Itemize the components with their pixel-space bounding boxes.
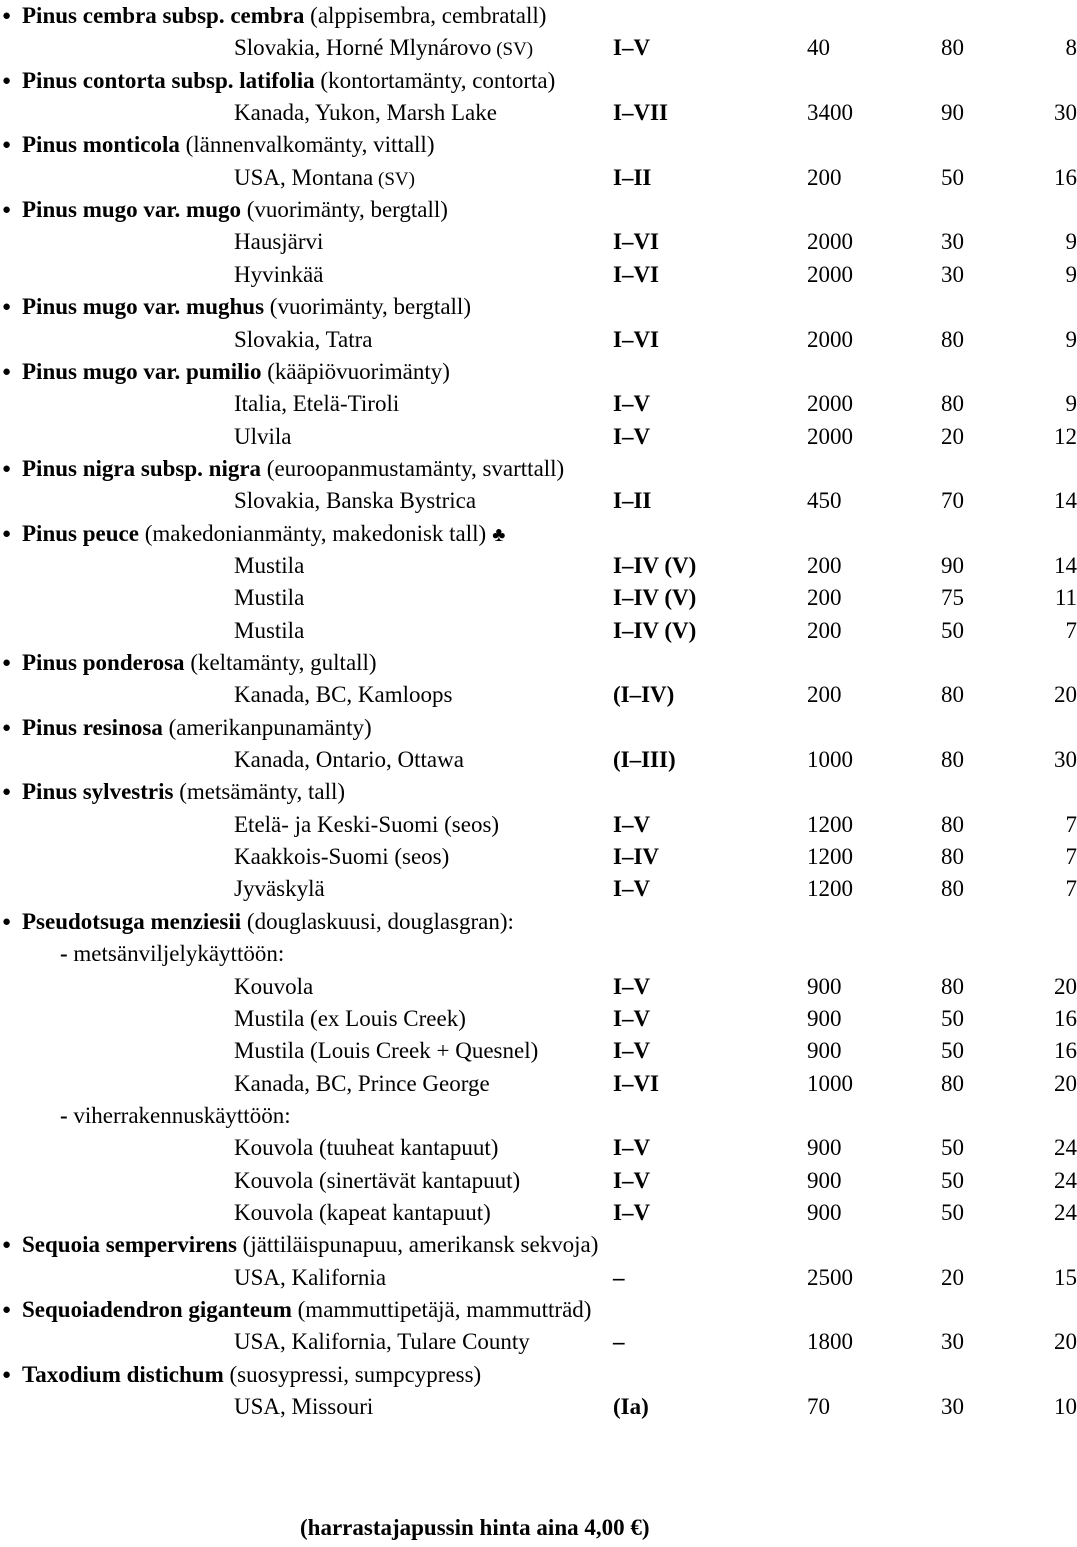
common-names: (kontortamänty, contorta) xyxy=(314,67,556,93)
genus-name: Pinus xyxy=(22,294,77,320)
origin-row xyxy=(117,971,1077,1003)
origin-row xyxy=(117,873,1077,905)
species-row xyxy=(0,518,960,550)
percent-value: 30 xyxy=(941,229,964,255)
species-row xyxy=(0,712,960,744)
origin-name xyxy=(234,841,449,873)
altitude-value: 1800 xyxy=(807,1329,853,1355)
origin-name xyxy=(234,485,476,517)
price-value: 24 xyxy=(1054,1199,1077,1225)
common-names: (vuorimänty, bergtall) xyxy=(264,294,471,320)
bullet-icon: ● xyxy=(2,1366,12,1383)
altitude-value: 200 xyxy=(807,617,842,643)
origin-name xyxy=(234,1262,386,1294)
group-text: metsänviljelykäyttöön: xyxy=(67,941,285,967)
origin-row xyxy=(117,226,1077,258)
genus-name: Pinus xyxy=(22,650,77,675)
species-epithet: monticola xyxy=(76,132,180,158)
origin-row xyxy=(117,615,1077,647)
origin-name xyxy=(234,421,292,453)
species-name xyxy=(22,356,450,388)
hardiness-zone: I–V xyxy=(613,1167,651,1193)
percent-value: 80 xyxy=(941,35,964,61)
origin-row xyxy=(117,97,1077,129)
price-value: 8 xyxy=(1065,35,1077,61)
species-epithet: menziesii xyxy=(144,908,242,934)
species-epithet: mugo var. pumilio xyxy=(76,358,262,384)
hardiness-zone: (I–IV) xyxy=(613,682,675,708)
price-value: 7 xyxy=(1065,617,1077,643)
percent-value: 80 xyxy=(941,747,964,773)
origin-text: Mustila xyxy=(234,552,305,578)
percent-value: 30 xyxy=(941,1394,964,1420)
origin-name xyxy=(234,873,325,905)
origin-row xyxy=(117,582,1077,614)
percent-value: 50 xyxy=(941,1038,964,1064)
origin-row xyxy=(117,1035,1077,1067)
altitude-value: 2500 xyxy=(807,1264,853,1290)
price-value: 7 xyxy=(1065,811,1077,837)
species-row xyxy=(0,1229,960,1261)
altitude-value: 1200 xyxy=(807,811,853,837)
species-epithet: peuce xyxy=(76,520,139,546)
genus-name: Sequoiadendron xyxy=(22,1297,183,1322)
altitude-value: 900 xyxy=(807,1135,842,1161)
species-row xyxy=(0,291,960,323)
hardiness-zone: I–IV (V) xyxy=(613,552,697,578)
origin-text: Kanada, BC, Prince George xyxy=(234,1070,490,1096)
common-names: (jättiläispunapuu, amerikansk sekvoja) xyxy=(236,1232,599,1258)
species-row xyxy=(0,453,960,485)
origin-name xyxy=(234,162,415,196)
origin-name xyxy=(234,809,499,841)
origin-text: Hyvinkää xyxy=(234,261,324,287)
percent-value: 80 xyxy=(941,326,964,352)
bullet-icon: ● xyxy=(2,913,12,930)
genus-name: Pseudotsuga xyxy=(22,908,145,934)
bullet-icon: ● xyxy=(2,1237,12,1254)
origin-name xyxy=(234,1132,498,1164)
origin-text: Slovakia, Tatra xyxy=(234,326,373,352)
origin-row xyxy=(117,841,1077,873)
species-row xyxy=(0,65,960,97)
species-row xyxy=(0,1294,960,1326)
origin-name xyxy=(234,324,372,356)
price-value: 24 xyxy=(1054,1167,1077,1193)
origin-name xyxy=(234,32,533,66)
percent-value: 30 xyxy=(941,1329,964,1355)
origin-name xyxy=(234,744,464,776)
species-name xyxy=(22,906,514,938)
altitude-value: 2000 xyxy=(807,423,853,449)
altitude-value: 200 xyxy=(807,164,842,190)
altitude-value: 1200 xyxy=(807,876,853,902)
percent-value: 50 xyxy=(941,1167,964,1193)
hardiness-zone: – xyxy=(613,1329,625,1355)
bullet-icon: ● xyxy=(2,137,12,154)
bullet-icon: ● xyxy=(2,719,12,736)
percent-value: 30 xyxy=(941,261,964,287)
origin-text: Kouvola (tuuheat kantapuut) xyxy=(234,1135,499,1161)
hardiness-zone: I–IV xyxy=(613,844,660,870)
altitude-value: 3400 xyxy=(807,100,853,126)
origin-text: Slovakia, Horné Mlynárovo xyxy=(234,35,492,61)
price-value: 9 xyxy=(1065,326,1077,352)
price-value: 7 xyxy=(1065,876,1077,902)
origin-row xyxy=(117,1197,1077,1229)
price-value: 20 xyxy=(1054,973,1077,999)
price-value: 7 xyxy=(1065,844,1077,870)
altitude-value: 1000 xyxy=(807,1070,853,1096)
percent-value: 20 xyxy=(941,1264,964,1290)
species-name xyxy=(22,129,434,161)
bullet-icon: ● xyxy=(2,363,12,380)
species-row xyxy=(0,194,960,226)
hardiness-zone: (I–III) xyxy=(613,747,676,773)
genus-name: Pinus xyxy=(22,197,77,223)
species-row xyxy=(0,356,960,388)
genus-name: Pinus xyxy=(22,3,77,28)
species-name xyxy=(22,1359,481,1391)
origin-text: Kanada, Yukon, Marsh Lake xyxy=(234,100,497,126)
species-row xyxy=(0,1359,960,1391)
origin-row xyxy=(117,744,1077,776)
origin-text: Mustila xyxy=(234,617,305,643)
percent-value: 80 xyxy=(941,391,964,417)
origin-text: Kanada, Ontario, Ottawa xyxy=(234,747,464,773)
price-value: 20 xyxy=(1054,1070,1077,1096)
origin-name xyxy=(234,550,304,582)
common-names: (kääpiövuorimänty) xyxy=(261,358,450,384)
price-value: 11 xyxy=(1054,585,1077,611)
origin-text: Kouvola xyxy=(234,973,314,999)
genus-name: Pinus xyxy=(22,132,77,158)
price-value: 14 xyxy=(1054,552,1077,578)
hardiness-zone: I–V xyxy=(613,1038,651,1064)
origin-name xyxy=(234,1035,538,1067)
common-names: (metsämänty, tall) xyxy=(173,779,346,805)
origin-name xyxy=(234,615,304,647)
origin-row xyxy=(117,1326,1077,1358)
species-name xyxy=(22,194,448,226)
altitude-value: 900 xyxy=(807,973,842,999)
origin-name xyxy=(234,388,399,420)
altitude-value: 450 xyxy=(807,488,842,514)
price-value: 30 xyxy=(1054,100,1077,126)
origin-name xyxy=(234,97,497,129)
origin-name xyxy=(234,226,323,258)
hardiness-zone: I–V xyxy=(613,1135,651,1161)
origin-name xyxy=(234,971,313,1003)
origin-note: (SV) xyxy=(491,39,534,61)
species-name xyxy=(22,712,372,744)
origin-row xyxy=(117,421,1077,453)
genus-name: Pinus xyxy=(22,455,77,481)
common-names: (amerikanpunamänty) xyxy=(162,714,372,740)
bullet-icon: ● xyxy=(2,525,12,542)
altitude-value: 2000 xyxy=(807,261,853,287)
origin-text: Jyväskylä xyxy=(234,876,325,902)
origin-text: Kaakkois-Suomi (seos) xyxy=(234,844,450,870)
origin-text: Kanada, BC, Kamloops xyxy=(234,682,453,708)
hardiness-zone: I–V xyxy=(613,876,651,902)
common-names: (lännenvalkomänty, vittall) xyxy=(179,132,435,158)
altitude-value: 1200 xyxy=(807,844,853,870)
origin-text: USA, Kalifornia xyxy=(234,1264,387,1290)
percent-value: 50 xyxy=(941,164,964,190)
percent-value: 80 xyxy=(941,682,964,708)
percent-value: 20 xyxy=(941,423,964,449)
hardiness-zone: I–V xyxy=(613,391,651,417)
origin-text: Slovakia, Banska Bystrica xyxy=(234,488,477,514)
use-group-heading xyxy=(0,938,960,970)
species-epithet: nigra subsp. nigra xyxy=(76,455,262,481)
price-value: 9 xyxy=(1065,391,1077,417)
origin-row xyxy=(117,32,1077,64)
origin-name xyxy=(234,1068,490,1100)
species-name xyxy=(22,518,505,551)
species-name xyxy=(22,453,564,485)
altitude-value: 900 xyxy=(807,1005,842,1031)
altitude-value: 1000 xyxy=(807,747,853,773)
origin-row xyxy=(117,1165,1077,1197)
percent-value: 90 xyxy=(941,100,964,126)
species-row xyxy=(0,776,960,808)
origin-row xyxy=(117,809,1077,841)
altitude-value: 40 xyxy=(807,35,830,61)
percent-value: 80 xyxy=(941,876,964,902)
hardiness-zone: I–II xyxy=(613,488,652,514)
bullet-icon: ● xyxy=(2,655,12,671)
hobby-packet-price-note: (harrastajapussin hinta aina 4,00 €) xyxy=(300,1515,650,1540)
genus-name: Pinus xyxy=(22,779,77,805)
genus-name: Pinus xyxy=(22,358,77,384)
altitude-value: 900 xyxy=(807,1167,842,1193)
altitude-value: 900 xyxy=(807,1038,842,1064)
species-name xyxy=(22,1294,591,1326)
group-text: viherrakennuskäyttöön: xyxy=(67,1102,291,1128)
price-value: 16 xyxy=(1054,1038,1077,1064)
origin-row xyxy=(117,679,1077,711)
origin-name xyxy=(234,1391,373,1423)
origin-text: USA, Missouri xyxy=(234,1394,374,1420)
group-dash: - xyxy=(60,941,68,967)
hardiness-zone: I–V xyxy=(613,973,651,999)
origin-row xyxy=(117,324,1077,356)
altitude-value: 200 xyxy=(807,552,842,578)
origin-text: Hausjärvi xyxy=(234,229,324,255)
species-name xyxy=(22,65,555,97)
genus-name: Pinus xyxy=(22,714,77,740)
origin-text: Kouvola (kapeat kantapuut) xyxy=(234,1199,491,1225)
group-dash: - xyxy=(60,1102,68,1128)
price-value: 12 xyxy=(1054,423,1077,449)
price-value: 16 xyxy=(1054,1005,1077,1031)
altitude-value: 200 xyxy=(807,585,842,611)
price-value: 30 xyxy=(1054,747,1077,773)
origin-text: Etelä- ja Keski-Suomi (seos) xyxy=(234,811,500,837)
price-value: 24 xyxy=(1054,1135,1077,1161)
altitude-value: 2000 xyxy=(807,391,853,417)
hardiness-zone: I–IV (V) xyxy=(613,585,697,611)
species-epithet: ponderosa xyxy=(76,650,185,675)
origin-row xyxy=(117,1391,1077,1423)
origin-name xyxy=(234,1197,491,1229)
price-value: 20 xyxy=(1054,682,1077,708)
altitude-value: 2000 xyxy=(807,326,853,352)
origin-name xyxy=(234,1165,520,1197)
species-row xyxy=(0,0,960,32)
genus-name: Pinus xyxy=(22,520,77,546)
species-epithet: mugo var. mugo xyxy=(76,197,241,223)
hardiness-zone: I–V xyxy=(613,423,651,449)
hardiness-zone: – xyxy=(613,1264,625,1290)
price-value: 15 xyxy=(1054,1264,1077,1290)
origin-text: Mustila (ex Louis Creek) xyxy=(234,1005,466,1031)
origin-row xyxy=(117,485,1077,517)
common-names: (mammuttipetäjä, mammutträd) xyxy=(291,1297,592,1322)
bullet-icon: ● xyxy=(2,72,12,89)
species-epithet: distichum xyxy=(120,1361,224,1387)
common-names: (suosypressi, sumpcypress) xyxy=(223,1361,482,1387)
species-epithet: contorta subsp. latifolia xyxy=(76,67,315,93)
origin-text: Mustila xyxy=(234,585,305,611)
common-names: (makedonianmänty, makedonisk tall) xyxy=(138,520,487,546)
price-value: 9 xyxy=(1065,229,1077,255)
origin-row xyxy=(117,162,1077,194)
bullet-icon: ● xyxy=(2,784,12,801)
common-names: (keltamänty, gultall) xyxy=(184,650,377,675)
altitude-value: 200 xyxy=(807,682,842,708)
genus-name: Pinus xyxy=(22,67,77,93)
bullet-icon: ● xyxy=(2,460,12,477)
species-epithet: cembra subsp. cembra xyxy=(76,3,305,28)
bullet-icon: ● xyxy=(2,202,12,219)
hardiness-zone: I–IV (V) xyxy=(613,617,697,643)
hardiness-zone: I–V xyxy=(613,35,651,61)
hardiness-zone: I–VI xyxy=(613,261,660,287)
origin-text: USA, Montana xyxy=(234,164,374,190)
species-name xyxy=(22,0,546,32)
origin-row xyxy=(117,1068,1077,1100)
origin-row xyxy=(117,388,1077,420)
percent-value: 75 xyxy=(941,585,964,611)
species-name xyxy=(22,647,377,679)
origin-text: Ulvila xyxy=(234,423,292,449)
origin-row xyxy=(117,1262,1077,1294)
common-names: (douglaskuusi, douglasgran): xyxy=(241,908,514,934)
origin-row xyxy=(117,550,1077,582)
species-name xyxy=(22,1229,598,1261)
hardiness-zone: I–V xyxy=(613,1199,651,1225)
common-names: (euroopanmustamänty, svarttall) xyxy=(261,455,565,481)
origin-name xyxy=(234,582,304,614)
percent-value: 80 xyxy=(941,1070,964,1096)
origin-name xyxy=(234,1326,530,1358)
percent-value: 50 xyxy=(941,1135,964,1161)
origin-text: Italia, Etelä-Tiroli xyxy=(234,391,400,417)
origin-name xyxy=(234,259,323,291)
percent-value: 50 xyxy=(941,617,964,643)
group-label xyxy=(60,938,284,970)
hardiness-zone: I–VI xyxy=(613,1070,660,1096)
genus-name: Taxodium xyxy=(22,1361,121,1387)
species-epithet: sylvestris xyxy=(76,779,174,805)
species-name xyxy=(22,776,345,808)
species-epithet: sempervirens xyxy=(99,1232,237,1258)
hardiness-zone: I–VII xyxy=(613,100,668,126)
species-row xyxy=(0,906,960,938)
hardiness-zone: I–V xyxy=(613,1005,651,1031)
origin-row xyxy=(117,259,1077,291)
species-row xyxy=(0,647,960,679)
group-label xyxy=(60,1100,291,1132)
hardiness-zone: I–VI xyxy=(613,326,660,352)
price-value: 14 xyxy=(1054,488,1077,514)
percent-value: 80 xyxy=(941,844,964,870)
genus-name: Sequoia xyxy=(22,1232,100,1258)
percent-value: 80 xyxy=(941,811,964,837)
origin-row xyxy=(117,1003,1077,1035)
price-value: 20 xyxy=(1054,1329,1077,1355)
species-name xyxy=(22,291,471,323)
species-epithet: giganteum xyxy=(182,1297,292,1322)
bullet-icon: ● xyxy=(2,299,12,316)
common-names: (vuorimänty, bergtall) xyxy=(240,197,448,223)
use-group-heading xyxy=(0,1100,960,1132)
origin-text: Mustila (Louis Creek + Quesnel) xyxy=(234,1038,539,1064)
percent-value: 70 xyxy=(941,488,964,514)
altitude-value: 900 xyxy=(807,1199,842,1225)
origin-name xyxy=(234,1003,466,1035)
altitude-value: 2000 xyxy=(807,229,853,255)
altitude-value: 70 xyxy=(807,1394,830,1420)
species-epithet: resinosa xyxy=(76,714,163,740)
percent-value: 80 xyxy=(941,973,964,999)
price-value: 16 xyxy=(1054,164,1077,190)
origin-text: Kouvola (sinertävät kantapuut) xyxy=(234,1167,521,1193)
percent-value: 50 xyxy=(941,1199,964,1225)
origin-name xyxy=(234,679,452,711)
origin-text: USA, Kalifornia, Tulare County xyxy=(234,1329,530,1355)
origin-note: (SV) xyxy=(373,168,415,190)
percent-value: 50 xyxy=(941,1005,964,1031)
percent-value: 90 xyxy=(941,552,964,578)
hardiness-zone: (Ia) xyxy=(613,1394,649,1420)
origin-row xyxy=(117,1132,1077,1164)
common-names: (alppisembra, cembratall) xyxy=(304,3,547,28)
price-value: 9 xyxy=(1065,261,1077,287)
price-value: 10 xyxy=(1054,1394,1077,1420)
bullet-icon: ● xyxy=(2,8,12,24)
bullet-icon: ● xyxy=(2,1302,12,1318)
species-epithet: mugo var. mughus xyxy=(76,294,265,320)
hardiness-zone: I–V xyxy=(613,811,651,837)
species-row xyxy=(0,129,960,161)
hardiness-zone: I–VI xyxy=(613,229,660,255)
club-icon: ♣ xyxy=(492,523,506,546)
hardiness-zone: I–II xyxy=(613,164,652,190)
